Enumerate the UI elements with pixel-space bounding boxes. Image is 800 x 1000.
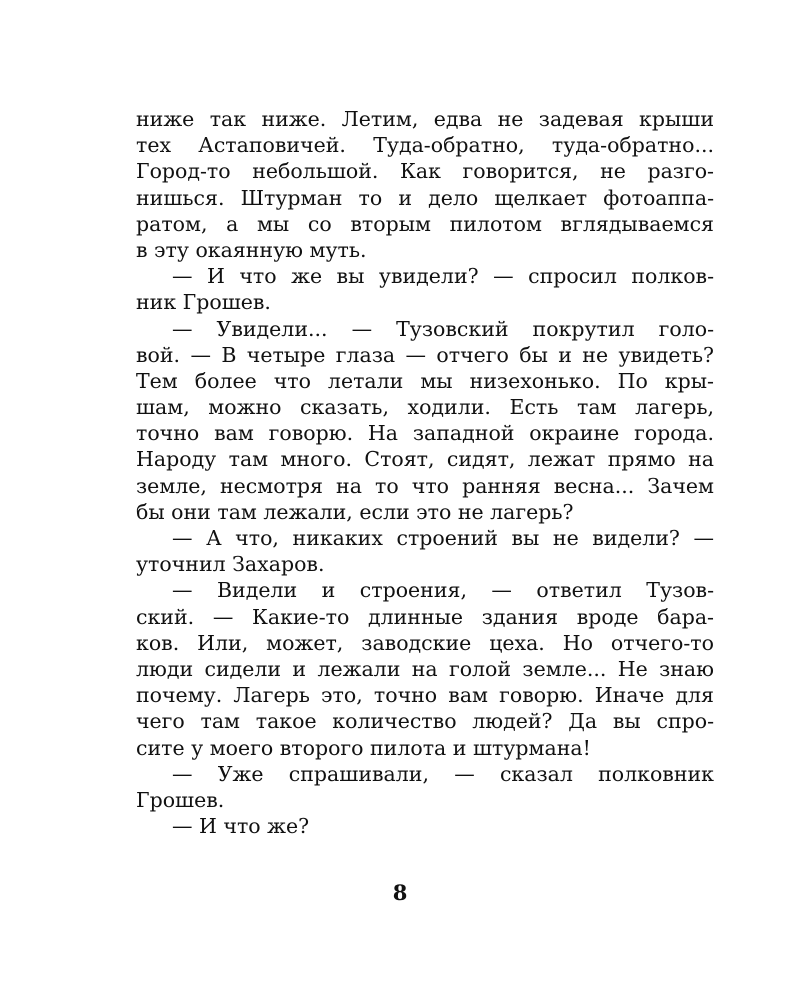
- text-line: в эту окаянную муть.: [136, 237, 367, 262]
- text-line: бы они там лежали, если это не лагерь?: [136, 499, 574, 524]
- text-line: ков. Или, может, заводские цеха. Но отчего-то: [136, 630, 714, 655]
- text-line: люди сидели и лежали на голой земле... Не знаю: [136, 656, 714, 681]
- text-line: чего там такое количество людей? Да вы спро-: [136, 709, 714, 734]
- text-line: ниже так ниже. Летим, едва не задевая крыши: [136, 107, 714, 131]
- text-line: — И что же?: [172, 814, 310, 839]
- text-line: — Видели и строения, — ответил Тузов-: [172, 578, 714, 603]
- text-line: Город-то небольшой. Как говорится, не разго-: [136, 159, 714, 184]
- text-line: сите у моего второго пилота и штурмана!: [136, 735, 591, 760]
- text-line: земле, несмотря на то что ранняя весна... Зачем: [136, 473, 714, 498]
- text-line: шам, можно сказать, ходили. Есть там лагерь,: [136, 395, 714, 420]
- text-line: тех Астаповичей. Туда-обратно, туда-обратно...: [136, 133, 714, 158]
- body-text: [136, 106, 714, 839]
- text-line: уточнил Захаров.: [136, 552, 325, 577]
- text-line: Народу там много. Стоят, сидят, лежат прямо на: [136, 447, 714, 472]
- page-number: 8: [392, 880, 408, 905]
- text-line: — Уже спрашивали, — сказал полковник: [172, 761, 714, 786]
- text-line: точно вам говорю. На западной окраине города.: [136, 421, 714, 446]
- text-line: Грошев.: [136, 787, 225, 812]
- text-line: ник Грошев.: [136, 290, 271, 315]
- text-line: нишься. Штурман то и дело щелкает фотоаппа-: [136, 185, 714, 210]
- text-line: — Увидели... — Тузовский покрутил голо-: [172, 316, 714, 341]
- text-line: вой. — В четыре глаза — отчего бы и не увидеть?: [136, 342, 714, 367]
- text-line: ратом, а мы со вторым пилотом вглядываемся: [136, 211, 714, 236]
- text-line: — А что, никаких строений вы не видели? —: [172, 526, 714, 550]
- text-line: ский. — Какие-то длинные здания вроде бара-: [136, 604, 714, 629]
- text-line: Тем более что летали мы низехонько. По кры-: [136, 368, 714, 393]
- text-line: — И что же вы увидели? — спросил полков-: [172, 264, 714, 289]
- text-line: почему. Лагерь это, точно вам говорю. Иначе для: [136, 683, 714, 708]
